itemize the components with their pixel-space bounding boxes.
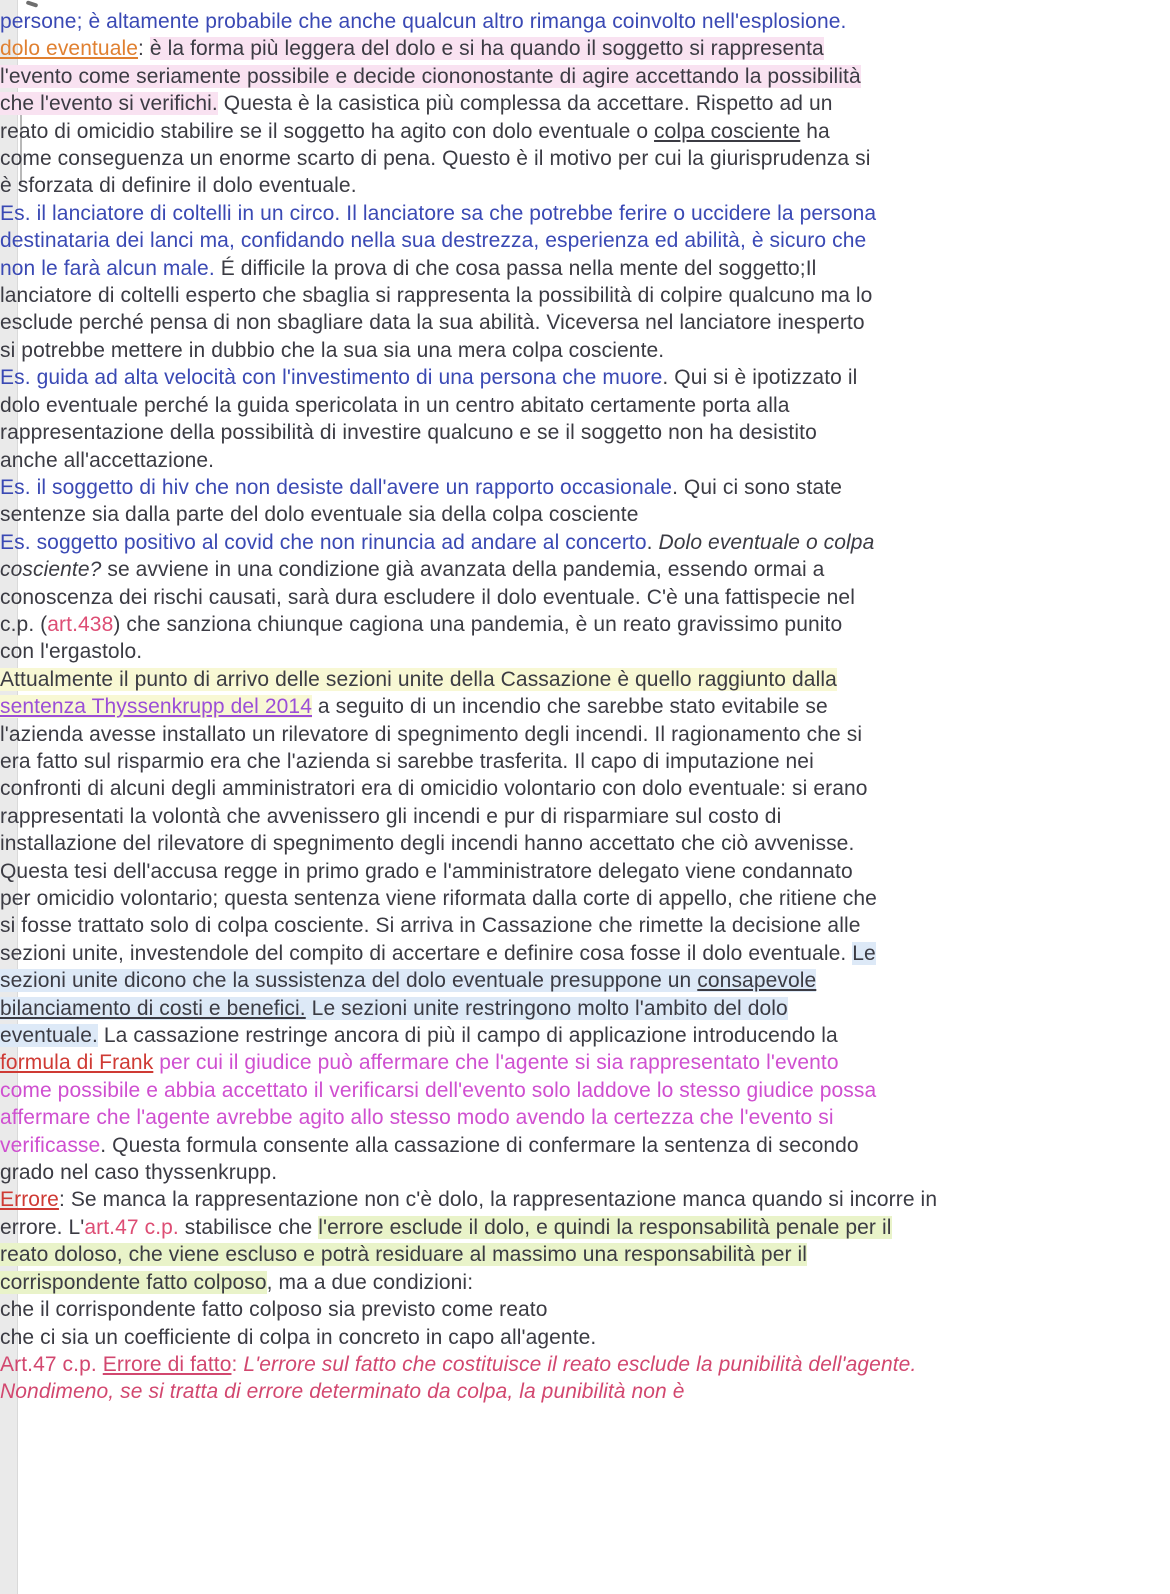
paragraph-example-hiv (0, 474, 877, 529)
colon-separator-rose: : (231, 1352, 244, 1376)
paragraph-example-guida (0, 364, 877, 474)
body-text-ergastolo: ) che sanziona chiunque cagiona una pandemia, è un reato gravissimo punito con l'ergastolo. (0, 612, 843, 664)
bullet-dolo-eventuale (0, 35, 877, 199)
paragraph-errore (0, 1186, 945, 1296)
period-separator: . (646, 530, 659, 554)
example-text-lanciatore: Es. il lanciatore di coltelli in un circo. Il lanciatore sa che potrebbe ferire o uccidere la persona destinataria dei lanci ma, confidando nella sua destrezza, esperienza ed abilità, è sicuro che non le farà alcun male. (0, 201, 877, 280)
article-47-reference: art.47 c.p. (84, 1215, 179, 1239)
link-sentenza-thyssenkrupp[interactable]: sentenza Thyssenkrupp del 2014 (0, 695, 312, 719)
body-text-casistica: Questa è la casistica più complessa da accettare. Rispetto ad un reato di omicidio stabilire se il soggetto ha agito con dolo eventuale o (0, 92, 833, 143)
highlighted-sezioni-unite: Le sezioni unite dicono che la sussistenza del dolo eventuale presuppone un (0, 941, 876, 993)
article-47-label: Art.47 c.p. (0, 1352, 103, 1376)
highlighted-errore-esclude-dolo: l'errore esclude il dolo, e quindi la responsabilità penale per il reato doloso, che viene escluso e potrà residuare al massimo una responsabilità per il corrispondente fatto colposo (0, 1215, 892, 1294)
formula-frank-spiegazione: per cui il giudice può affermare che l'agente si sia rappresentato l'evento come possibile e abbia accettato il verificarsi dell'evento solo laddove lo stesso giudice possa affermare che l'agente avrebbe agito allo stesso modo avendo la certezza che l'evento si verificasse (0, 1051, 877, 1157)
term-colpa-cosciente: colpa cosciente (654, 119, 801, 143)
body-text-errore-intro: : Se manca la rappresentazione non c'è dolo, la rappresentazione manca quando si incorre in errore. L' (0, 1188, 938, 1239)
term-errore-di-fatto: Errore di fatto (102, 1352, 232, 1376)
body-text-pandemia: se avviene in una condizione già avanzata della pandemia, essendo ormai a conoscenza dei rischi causati, sarà dura escludere il dolo eventuale. C'è una fattispecie nel c.p. ( (0, 558, 855, 636)
highlighted-bilanciamento-costi-benefici: consapevole bilanciamento di costi e benefici. (0, 969, 817, 1020)
condizione-1-text: che il corrispondente fatto colposo sia previsto come reato (0, 1298, 548, 1322)
paragraph-thyssenkrupp (0, 666, 877, 1187)
example-text-covid: Es. soggetto positivo al covid che non rinuncia ad andare al concerto (0, 530, 647, 554)
body-text-stabilisce: stabilisce che (178, 1215, 319, 1239)
body-text-cassazione-restringe: La cassazione restringe ancora di più il campo di applicazione introducendo la (97, 1024, 838, 1048)
body-text-scarto-pena: ha come conseguenza un enorme scarto di pena. Questo è il motivo per cui la giurisprudenza si è sforzata di definire il dolo eventuale. (0, 119, 871, 198)
body-text-due-condizioni: , ma a due condizioni: (266, 1270, 474, 1294)
term-dolo-eventuale: dolo eventuale (0, 37, 139, 61)
body-text-thyssenkrupp-storia: a seguito di un incendio che sarebbe stato evitabile se l'azienda avesse installato un rilevatore di spegnimento degli incendi. Il ragionamento che si era fatto sul risparmio era che l'azienda si sarebbe trasferita. Il capo di imputazione nei confronti di alcuni degli amministratori era di omicidio volontario con dolo eventuale: si erano rappresentati la volontà che avvenissero gli incendi e pur di risparmiare sul costo di installazione del rilevatore di spegnimento degli incendi hanno accettato che ciò avvenisse. Questa tesi dell'accusa regge in primo grado e l'amministratore delegato viene condannato per omicidio volontario; questa sentenza viene riformata dalla corte di appello, che ritiene che si fosse trattato solo di colpa cosciente. Si arriva in Cassazione che rimette la decisione alle sezioni unite, investendole del compito di accertare e definire cosa fosse il dolo eventuale. (0, 695, 877, 965)
highlighted-cassazione-intro: Attualmente il punto di arrivo delle sezioni unite della Cassazione è quello raggiunto dalla (0, 667, 837, 691)
paragraph-example-covid (0, 529, 877, 666)
question-dolo-o-colpa: Dolo eventuale o colpa cosciente? (0, 530, 875, 582)
term-errore: Errore (0, 1188, 59, 1212)
colon-separator: : (138, 37, 150, 61)
example-text-guida: Es. guida ad alta velocità con l'investimento di una persona che muore (0, 366, 663, 390)
paragraph-art47-errore-di-fatto (0, 1351, 945, 1406)
example-text-explosion: persone; è altamente probabile che anche qualcun altro rimanga coinvolto nell'esplosione. (0, 10, 847, 33)
body-text-lanciatore-analisi: É difficile la prova di che cosa passa nella mente del soggetto;Il lanciatore di coltelli esperto che sbaglia si rappresenta la possibilità di colpire qualcuno ma lo esclude perché pensa di non sbagliare data la sua abilità. Viceversa nel lanciatore inesperto si potrebbe mettere in dubbio che la sua sia una mera colpa cosciente. (0, 256, 873, 362)
example-text-hiv: Es. il soggetto di hiv che non desiste dall'avere un rapporto occasionale (0, 475, 673, 499)
body-text-guida-analisi: . Qui si è ipotizzato il dolo eventuale perché la guida spericolata in un centro abitato certamente porta alla rappresentazione della possibilità di investire qualcuno e se il soggetto non ha desistito anche all'accettazione. (0, 366, 858, 472)
highlighted-restringono-ambito: Le sezioni unite restringono molto l'ambito del dolo eventuale. (0, 996, 788, 1048)
bullet-condizione-1 (0, 1296, 877, 1323)
bullet-condizione-2 (0, 1324, 877, 1351)
article-438-reference: art.438 (47, 612, 114, 636)
body-text-conferma-sentenza: . Questa formula consente alla cassazione di confermare la sentenza di secondo grado nel caso thyssenkrupp. (0, 1133, 859, 1185)
condizione-2-text: che ci sia un coefficiente di colpa in concreto in capo all'agente. (0, 1325, 597, 1349)
paragraph-example-lanciatore (0, 200, 877, 364)
paragraph-explosion-example (0, 8, 877, 35)
term-formula-di-frank: formula di Frank (0, 1051, 154, 1075)
body-text-hiv-analisi: . Qui ci sono state sentenze sia dalla parte del dolo eventuale sia della colpa cosciente (0, 475, 843, 527)
highlighted-definition-dolo-eventuale: è la forma più leggera del dolo e si ha quando il soggetto si rappresenta l'evento come seriamente possibile e decide ciononostante di agire accettando la possibilità che l'evento si verifichi. (0, 37, 861, 116)
article-47-quote: L'errore sul fatto che costituisce il reato esclude la punibilità dell'agente. Nondimeno, se si tratta di errore determinato da colpa, la punibilità non è (0, 1352, 917, 1404)
